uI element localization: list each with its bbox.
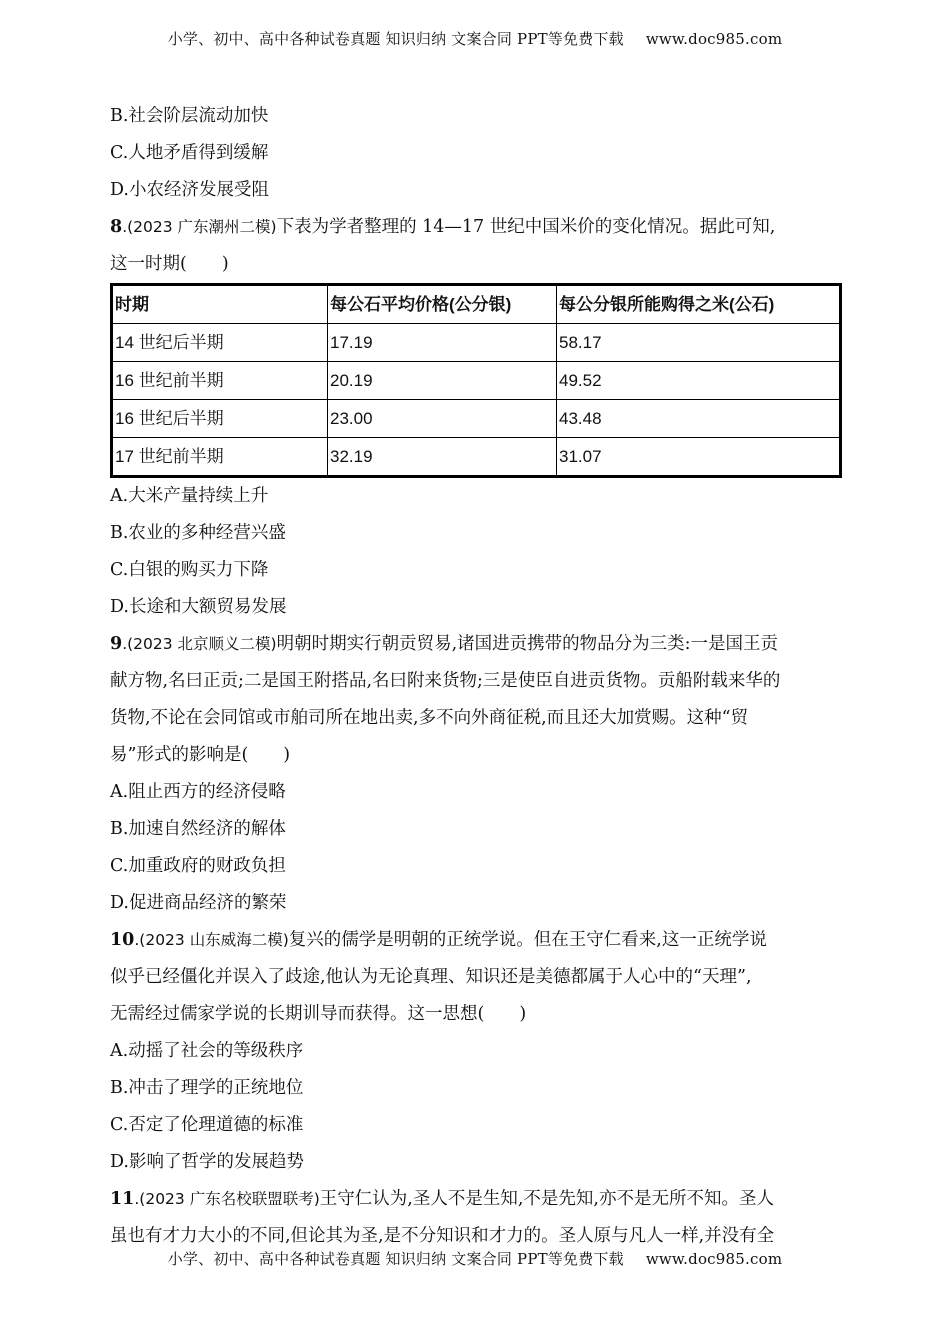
page-footer — [0, 1248, 950, 1269]
question-11-line-1 — [110, 1181, 842, 1218]
question-8-option-c: C.白银的购买力下降 — [110, 560, 269, 580]
question-9-number: 9 — [110, 634, 123, 654]
question-10-line-2: 似乎已经僵化并误入了歧途,他认为无论真理、知识还是美德都属于人心中的“天理”, — [110, 967, 752, 987]
question-8-source: .(2023 广东潮州二模) — [122, 218, 277, 236]
question-10-option-a: A.动摇了社会的等级秩序 — [110, 1041, 304, 1061]
table-row — [112, 438, 841, 477]
question-10-number: 10 — [110, 930, 135, 950]
question-9-option-c: C.加重政府的财政负担 — [110, 856, 286, 876]
prev-option-c: C.人地矛盾得到缓解 — [110, 143, 269, 163]
question-8-line-2: 这一时期( ) — [110, 254, 229, 274]
table-cell: 31.07 — [557, 438, 841, 477]
question-11-text-1: 王守仁认为,圣人不是生知,不是先知,亦不是无所不知。圣人 — [319, 1189, 774, 1209]
table-cell: 14 世纪后半期 — [112, 324, 328, 362]
table-header-row — [112, 285, 841, 324]
question-9-source: .(2023 北京顺义二模) — [122, 635, 277, 653]
question-9-option-b: B.加速自然经济的解体 — [110, 819, 286, 839]
table-cell: 49.52 — [557, 362, 841, 400]
table-cell: 17.19 — [328, 324, 557, 362]
page-header — [0, 28, 950, 49]
question-11-number: 11 — [110, 1189, 135, 1209]
table-cell: 43.48 — [557, 400, 841, 438]
question-9-line-1 — [110, 626, 842, 663]
header-text: 小学、初中、高中各种试卷真题 知识归纳 文案合同 PPT等免费下载 — [167, 30, 624, 48]
question-11-line-2: 虽也有才力大小的不同,但论其为圣,是不分知识和才力的。圣人原与凡人一样,并没有全 — [110, 1226, 775, 1246]
prev-option-d: D.小农经济发展受阻 — [110, 180, 269, 200]
table-cell: 23.00 — [328, 400, 557, 438]
question-10-option-c: C.否定了伦理道德的标准 — [110, 1115, 304, 1135]
table-header-avg-price: 每公石平均价格(公分银) — [328, 285, 557, 324]
header-url[interactable]: www.doc985.com — [645, 30, 783, 48]
question-8-option-b: B.农业的多种经营兴盛 — [110, 523, 286, 543]
table-cell: 58.17 — [557, 324, 841, 362]
question-8-option-a: A.大米产量持续上升 — [110, 486, 269, 506]
table-row — [112, 362, 841, 400]
table-cell: 20.19 — [328, 362, 557, 400]
question-8-number: 8 — [110, 217, 123, 237]
table-cell: 17 世纪前半期 — [112, 438, 328, 477]
question-8-line-1 — [110, 209, 842, 246]
question-10-option-d: D.影响了哲学的发展趋势 — [110, 1152, 304, 1172]
question-10-line-1 — [110, 922, 842, 959]
question-11-source: .(2023 广东名校联盟联考) — [134, 1190, 320, 1208]
question-9-option-a: A.阻止西方的经济侵略 — [110, 782, 286, 802]
table-cell: 16 世纪前半期 — [112, 362, 328, 400]
question-8-text-1: 下表为学者整理的 14—17 世纪中国米价的变化情况。据此可知, — [276, 217, 776, 237]
prev-option-b: B.社会阶层流动加快 — [110, 106, 269, 126]
footer-url[interactable]: www.doc985.com — [645, 1250, 783, 1268]
question-10-text-1: 复兴的儒学是明朝的正统学说。但在王守仁看来,这一正统学说 — [288, 930, 767, 950]
question-9-line-2: 献方物,名曰正贡;二是国王附搭品,名曰附来货物;三是使臣自进贡货物。贡船附载来华的 — [110, 671, 781, 691]
question-9-option-d: D.促进商品经济的繁荣 — [110, 893, 287, 913]
question-9-line-4: 易”形式的影响是( ) — [110, 745, 291, 765]
footer-text: 小学、初中、高中各种试卷真题 知识归纳 文案合同 PPT等免费下载 — [167, 1250, 624, 1268]
table-row — [112, 400, 841, 438]
question-8-option-d: D.长途和大额贸易发展 — [110, 597, 287, 617]
table-row — [112, 324, 841, 362]
rice-price-table — [110, 283, 842, 478]
question-10-source: .(2023 山东威海二模) — [134, 931, 289, 949]
question-10-line-3: 无需经过儒家学说的长期训导而获得。这一思想( ) — [110, 1004, 527, 1024]
page-content — [110, 98, 842, 1255]
question-9-line-3: 货物,不论在会同馆或市舶司所在地出卖,多不向外商征税,而且还大加赏赐。这种“贸 — [110, 708, 749, 728]
table-cell: 16 世纪后半期 — [112, 400, 328, 438]
question-9-text-1: 明朝时期实行朝贡贸易,诸国进贡携带的物品分为三类:一是国王贡 — [276, 634, 779, 654]
table-cell: 32.19 — [328, 438, 557, 477]
table-header-period: 时期 — [112, 285, 328, 324]
table-header-rice-per-silver: 每公分银所能购得之米(公石) — [557, 285, 841, 324]
question-10-option-b: B.冲击了理学的正统地位 — [110, 1078, 304, 1098]
